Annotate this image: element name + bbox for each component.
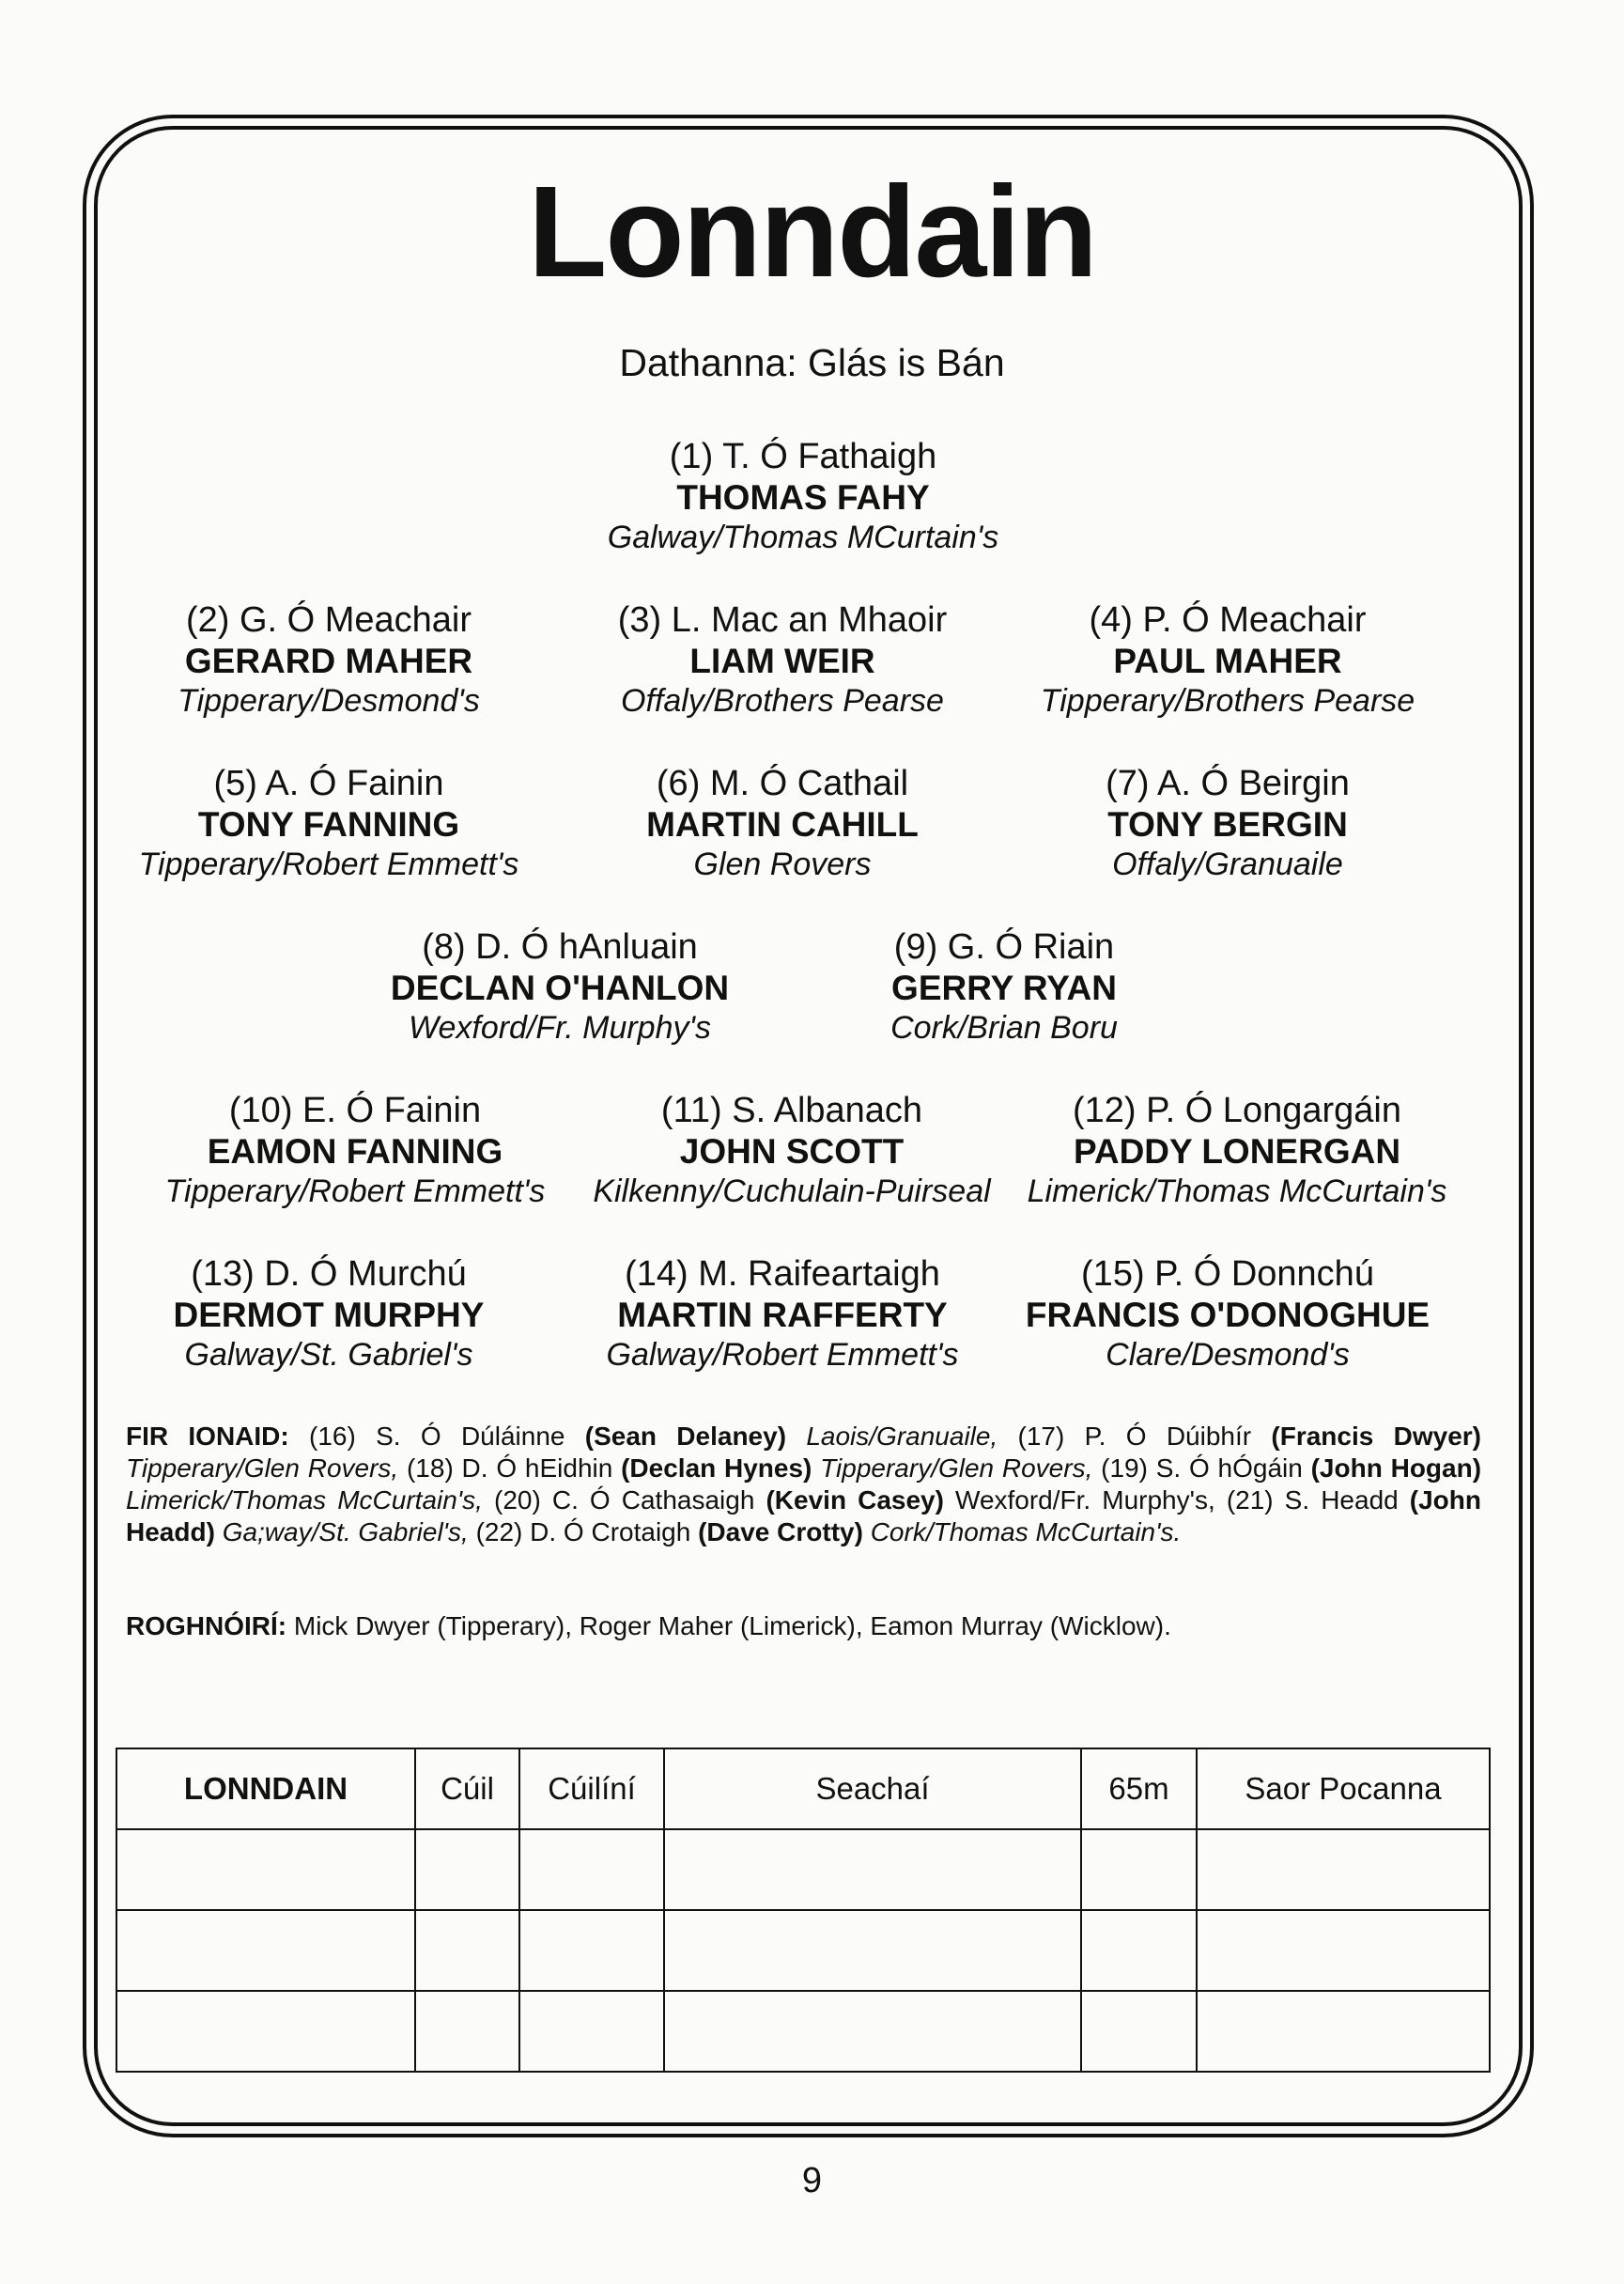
player-9 xyxy=(741,927,1267,1049)
player-english-name: MARTIN CAHILL xyxy=(646,805,919,844)
player-club: Glen Rovers xyxy=(693,847,872,882)
score-cell xyxy=(116,1829,415,1910)
score-cell xyxy=(519,1829,664,1910)
sub-19: (19) S. Ó hÓgáin xyxy=(1101,1453,1303,1483)
team-title: Lonndain xyxy=(528,160,1096,304)
player-club: Tipperary/Robert Emmett's xyxy=(138,847,519,882)
player-club: Clare/Desmond's xyxy=(1106,1337,1350,1373)
sub-19-name: (John Hogan) xyxy=(1310,1453,1482,1483)
player-1 xyxy=(540,437,1066,558)
player-irish-name: (8) D. Ó hAnluain xyxy=(422,927,698,967)
score-header-wides: Seachaí xyxy=(664,1748,1081,1829)
player-club: Offaly/Granuaile xyxy=(1112,847,1343,882)
player-english-name: PADDY LONERGAN xyxy=(1073,1132,1401,1171)
score-table-header-row xyxy=(116,1748,1490,1829)
player-club: Tipperary/Brothers Pearse xyxy=(1040,683,1415,719)
player-english-name: DECLAN O'HANLON xyxy=(390,969,730,1007)
score-header-frees: Saor Pocanna xyxy=(1197,1748,1490,1829)
player-irish-name: (5) A. Ó Fainin xyxy=(213,764,444,803)
score-table-row xyxy=(116,1991,1490,2072)
score-cell xyxy=(664,1910,1081,1991)
player-english-name: PAUL MAHER xyxy=(1113,642,1342,680)
player-english-name: TONY BERGIN xyxy=(1107,805,1348,844)
player-irish-name: (14) M. Raifeartaigh xyxy=(625,1254,940,1294)
sub-20: (20) C. Ó Cathasaigh xyxy=(494,1485,755,1515)
player-4 xyxy=(965,600,1491,722)
player-irish-name: (6) M. Ó Cathail xyxy=(656,764,909,803)
score-header-team: LONNDAIN xyxy=(116,1748,415,1829)
sub-18: (18) D. Ó hEidhin xyxy=(406,1453,613,1483)
player-club: Cork/Brian Boru xyxy=(890,1010,1118,1046)
player-english-name: DERMOT MURPHY xyxy=(173,1296,485,1334)
selectors-paragraph xyxy=(126,1610,1481,1642)
team-colours: Dathanna: Glás is Bán xyxy=(619,341,1005,384)
sub-17: (17) P. Ó Dúibhír xyxy=(1017,1422,1252,1451)
score-header-65m: 65m xyxy=(1081,1748,1197,1829)
sub-22: (22) D. Ó Crotaigh xyxy=(475,1517,691,1546)
player-irish-name: (4) P. Ó Meachair xyxy=(1089,600,1367,640)
player-english-name: JOHN SCOTT xyxy=(679,1132,905,1171)
player-english-name: FRANCIS O'DONOGHUE xyxy=(1025,1296,1431,1334)
sub-22-club: Cork/Thomas McCurtain's. xyxy=(870,1517,1182,1546)
score-cell xyxy=(116,1991,415,2072)
page-number: 9 xyxy=(801,2161,823,2200)
player-15 xyxy=(965,1254,1491,1375)
sub-17-club: Tipperary/Glen Rovers, xyxy=(126,1453,399,1483)
player-irish-name: (9) G. Ó Riain xyxy=(893,927,1115,967)
sub-18-club: Tipperary/Glen Rovers, xyxy=(820,1453,1093,1483)
score-cell xyxy=(415,1829,519,1910)
sub-21: (21) S. Headd xyxy=(1226,1485,1399,1515)
substitutes-paragraph xyxy=(126,1421,1481,1548)
score-cell xyxy=(519,1991,664,2072)
player-english-name: GERRY RYAN xyxy=(891,969,1117,1007)
player-irish-name: (13) D. Ó Murchú xyxy=(191,1254,467,1294)
player-english-name: GERARD MAHER xyxy=(184,642,473,680)
score-cell xyxy=(1197,1991,1490,2072)
selectors-text: Mick Dwyer (Tipperary), Roger Maher (Limerick), Eamon Murray (Wicklow). xyxy=(293,1611,1171,1640)
substitutes-label: FIR IONAID: xyxy=(126,1422,289,1451)
player-5 xyxy=(66,764,592,885)
sub-20-name: (Kevin Casey) xyxy=(766,1485,944,1515)
player-english-name: EAMON FANNING xyxy=(207,1132,503,1171)
sub-22-name: (Dave Crotty) xyxy=(698,1517,863,1546)
score-cell xyxy=(415,1910,519,1991)
score-cell xyxy=(415,1991,519,2072)
score-cell xyxy=(519,1910,664,1991)
score-table-row xyxy=(116,1829,1490,1910)
score-table xyxy=(116,1748,1491,2073)
player-irish-name: (10) E. Ó Fainin xyxy=(228,1091,482,1130)
player-irish-name: (15) P. Ó Donnchú xyxy=(1081,1254,1374,1294)
player-english-name: MARTIN RAFFERTY xyxy=(617,1296,948,1334)
player-7 xyxy=(965,764,1491,885)
player-english-name: TONY FANNING xyxy=(197,805,460,844)
selectors-label: ROGHNÓIRÍ: xyxy=(126,1611,287,1640)
player-irish-name: (7) A. Ó Beirgin xyxy=(1106,764,1350,803)
player-club: Tipperary/Robert Emmett's xyxy=(164,1173,546,1209)
score-cell xyxy=(116,1910,415,1991)
player-irish-name: (1) T. Ó Fathaigh xyxy=(669,437,937,476)
score-cell xyxy=(1081,1991,1197,2072)
player-english-name: LIAM WEIR xyxy=(689,642,875,680)
score-table-row xyxy=(116,1910,1490,1991)
sub-21-name: (John Headd) xyxy=(126,1485,1481,1546)
sub-19-club: Limerick/Thomas McCurtain's, xyxy=(126,1485,483,1515)
score-cell xyxy=(1197,1829,1490,1910)
player-club: Offaly/Brothers Pearse xyxy=(621,683,944,719)
score-header-points: Cúilíní xyxy=(519,1748,664,1829)
sub-21-club: Ga;way/St. Gabriel's, xyxy=(222,1517,469,1546)
player-club: Galway/St. Gabriel's xyxy=(184,1337,473,1373)
player-english-name: THOMAS FAHY xyxy=(676,478,930,517)
sub-18-name: (Declan Hynes) xyxy=(621,1453,812,1483)
player-club: Kilkenny/Cuchulain-Puirseal xyxy=(593,1173,991,1209)
player-irish-name: (3) L. Mac an Mhaoir xyxy=(617,600,948,640)
score-cell xyxy=(1197,1910,1490,1991)
score-cell xyxy=(1081,1910,1197,1991)
sub-16-name: (Sean Delaney) xyxy=(584,1422,787,1451)
score-header-goals: Cúil xyxy=(415,1748,519,1829)
sub-20-club: Wexford/Fr. Murphy's, xyxy=(955,1485,1215,1515)
player-club: Tipperary/Desmond's xyxy=(178,683,480,719)
player-13 xyxy=(66,1254,592,1375)
score-cell xyxy=(1081,1829,1197,1910)
sub-16: (16) S. Ó Dúláinne xyxy=(309,1422,565,1451)
player-club: Wexford/Fr. Murphy's xyxy=(408,1010,711,1046)
player-irish-name: (2) G. Ó Meachair xyxy=(185,600,472,640)
player-club: Limerick/Thomas McCurtain's xyxy=(1027,1173,1447,1209)
sub-16-club: Laois/Granuaile, xyxy=(806,1422,998,1451)
player-irish-name: (12) P. Ó Longargáin xyxy=(1073,1091,1401,1130)
score-cell xyxy=(664,1991,1081,2072)
player-irish-name: (11) S. Albanach xyxy=(660,1091,923,1130)
player-club: Galway/Robert Emmett's xyxy=(606,1337,959,1373)
sub-17-name: (Francis Dwyer) xyxy=(1271,1422,1481,1451)
player-12 xyxy=(974,1091,1500,1212)
player-2 xyxy=(66,600,592,722)
score-cell xyxy=(664,1829,1081,1910)
player-club: Galway/Thomas MCurtain's xyxy=(607,520,999,555)
